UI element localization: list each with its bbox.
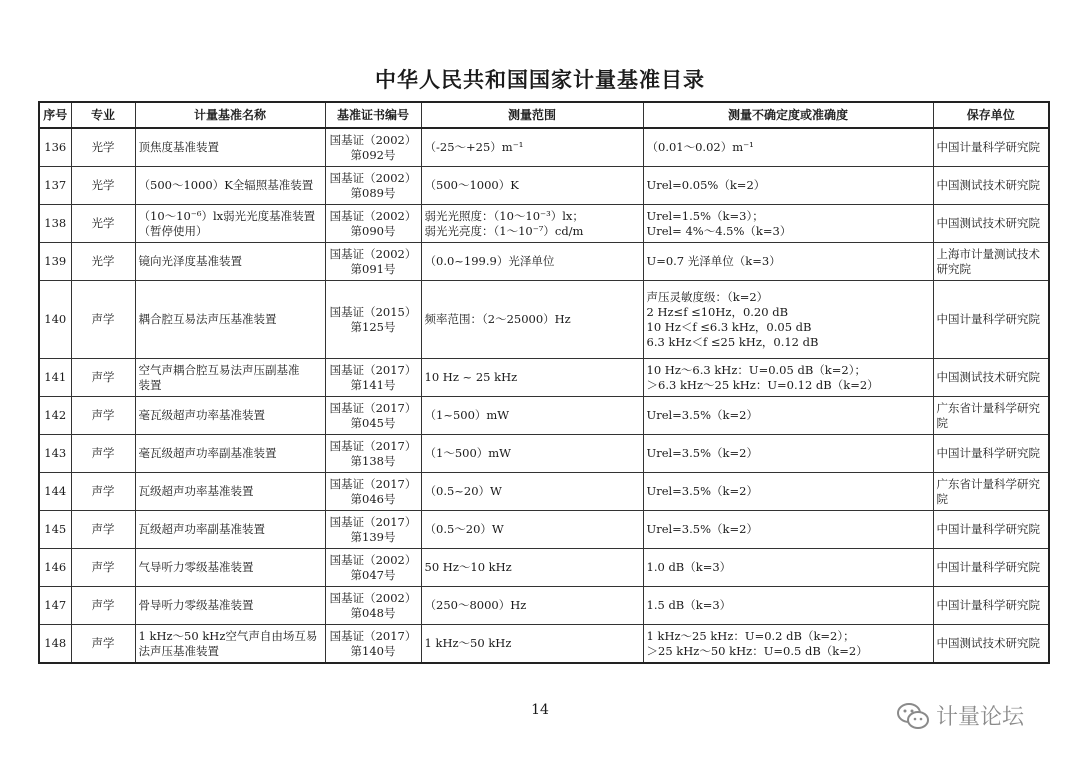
cell-organization-line: 中国计量科学研究院 bbox=[936, 560, 1040, 574]
table-row bbox=[39, 511, 1049, 549]
cell-organization-line: 院 bbox=[936, 491, 948, 506]
cell-cert bbox=[325, 205, 421, 243]
cell-name bbox=[135, 625, 325, 664]
cell-field: 声学 bbox=[71, 397, 135, 435]
cell-range-line: 1 kHz～50 kHz bbox=[424, 636, 512, 650]
cell-cert bbox=[325, 128, 421, 167]
table-row bbox=[39, 205, 1049, 243]
cell-name-line: 耦合腔互易法声压基准装置 bbox=[138, 312, 277, 326]
cell-organization-line: 广东省计量科学研究 bbox=[936, 400, 1040, 415]
cell-uncertainty bbox=[643, 511, 933, 549]
cell-name-line: 镜向光泽度基准装置 bbox=[138, 254, 242, 268]
page-title: 中华人民共和国国家计量基准目录 bbox=[375, 68, 705, 92]
cell-organization bbox=[933, 128, 1049, 167]
cell-no: 138 bbox=[39, 205, 71, 243]
table-row bbox=[39, 397, 1049, 435]
header-name: 计量基准名称 bbox=[135, 102, 325, 128]
cell-name-line: （500～1000）K全辐照基准装置 bbox=[138, 178, 314, 192]
cell-name-line: 毫瓦级超声功率副基准装置 bbox=[138, 446, 277, 460]
cell-uncertainty-line: 1 kHz～25 kHz：U=0.2 dB（k=2）； bbox=[646, 628, 855, 643]
cell-organization bbox=[933, 587, 1049, 625]
cell-name-line: 1 kHz～50 kHz空气声自由场互易 bbox=[138, 628, 318, 643]
cell-organization-line: 中国测试技术研究院 bbox=[936, 178, 1040, 192]
cell-field: 声学 bbox=[71, 473, 135, 511]
cell-cert-line: 国基证（2002） bbox=[329, 170, 417, 185]
cell-uncertainty-line: （0.01～0.02）m⁻¹ bbox=[646, 140, 754, 154]
cell-range bbox=[421, 243, 643, 281]
cell-uncertainty bbox=[643, 549, 933, 587]
cell-organization-line: 中国测试技术研究院 bbox=[936, 216, 1040, 230]
cell-uncertainty-line: 10 Hz～6.3 kHz：U=0.05 dB（k=2）； bbox=[646, 362, 866, 377]
cell-name-line: 装置 bbox=[138, 377, 162, 392]
cell-uncertainty-line: Urel=3.5%（k=2） bbox=[646, 522, 758, 536]
cell-uncertainty-line: Urel=1.5%（k=3）； bbox=[646, 208, 764, 223]
cell-name-line: 法声压基准装置 bbox=[138, 643, 219, 658]
cell-range bbox=[421, 205, 643, 243]
cell-name bbox=[135, 205, 325, 243]
cell-organization bbox=[933, 243, 1049, 281]
cell-uncertainty bbox=[643, 205, 933, 243]
table-row bbox=[39, 281, 1049, 359]
cell-cert-line: 第141号 bbox=[350, 377, 396, 392]
table-row bbox=[39, 587, 1049, 625]
cell-no: 147 bbox=[39, 587, 71, 625]
cell-cert-line: 国基证（2017） bbox=[329, 400, 417, 415]
cell-uncertainty-line: Urel=3.5%（k=2） bbox=[646, 446, 758, 460]
cell-organization-line: 中国计量科学研究院 bbox=[936, 522, 1040, 536]
cell-range-line: 50 Hz～10 kHz bbox=[424, 560, 512, 574]
cell-uncertainty bbox=[643, 167, 933, 205]
cell-cert bbox=[325, 435, 421, 473]
cell-cert-line: 第045号 bbox=[350, 415, 396, 430]
watermark bbox=[896, 700, 1024, 731]
cell-range bbox=[421, 281, 643, 359]
cell-organization-line: 广东省计量科学研究 bbox=[936, 476, 1040, 491]
cell-cert bbox=[325, 167, 421, 205]
table-row bbox=[39, 359, 1049, 397]
cell-organization bbox=[933, 435, 1049, 473]
cell-cert bbox=[325, 549, 421, 587]
header-field: 专业 bbox=[71, 102, 135, 128]
cell-name-line: 瓦级超声功率副基准装置 bbox=[138, 522, 265, 536]
cell-field: 光学 bbox=[71, 205, 135, 243]
header-organization: 保存单位 bbox=[933, 102, 1049, 128]
cell-no: 145 bbox=[39, 511, 71, 549]
cell-name-line: （暂停使用） bbox=[138, 223, 208, 238]
cell-cert-line: 第125号 bbox=[350, 319, 396, 334]
cell-cert-line: 国基证（2002） bbox=[329, 552, 417, 567]
cell-organization bbox=[933, 549, 1049, 587]
cell-no: 141 bbox=[39, 359, 71, 397]
cell-organization-line: 院 bbox=[936, 415, 948, 430]
cell-cert bbox=[325, 511, 421, 549]
page-number: 14 bbox=[531, 702, 549, 718]
cell-range-line: （250～8000）Hz bbox=[424, 598, 527, 612]
cell-uncertainty-line: 1.5 dB（k=3） bbox=[646, 598, 732, 612]
cell-organization bbox=[933, 397, 1049, 435]
cell-uncertainty bbox=[643, 281, 933, 359]
cell-uncertainty-line: ＞6.3 kHz～25 kHz：U=0.12 dB（k=2） bbox=[646, 377, 879, 392]
cell-range bbox=[421, 549, 643, 587]
cell-cert-line: 国基证（2002） bbox=[329, 132, 417, 147]
cell-name-line: （10～10⁻⁶）lx弱光光度基准装置 bbox=[138, 208, 316, 223]
cell-cert-line: 第140号 bbox=[350, 643, 396, 658]
cell-cert bbox=[325, 587, 421, 625]
cell-name-line: 骨导听力零级基准装置 bbox=[138, 598, 254, 612]
cell-cert-line: 第139号 bbox=[350, 529, 396, 544]
cell-uncertainty-line: ＞25 kHz～50 kHz：U=0.5 dB（k=2） bbox=[646, 643, 868, 658]
cell-organization bbox=[933, 167, 1049, 205]
cell-no: 137 bbox=[39, 167, 71, 205]
cell-uncertainty bbox=[643, 435, 933, 473]
cell-cert-line: 国基证（2002） bbox=[329, 246, 417, 261]
cell-cert-line: 国基证（2017） bbox=[329, 362, 417, 377]
cell-uncertainty-line: U=0.7 光泽单位（k=3） bbox=[646, 254, 781, 268]
table-row bbox=[39, 549, 1049, 587]
cell-organization bbox=[933, 625, 1049, 664]
cell-range-line: 弱光光亮度：（1～10⁻⁷）cd/m bbox=[424, 223, 584, 238]
cell-cert bbox=[325, 625, 421, 664]
cell-name-line: 瓦级超声功率基准装置 bbox=[138, 484, 254, 498]
cell-field: 声学 bbox=[71, 625, 135, 664]
header-no: 序号 bbox=[39, 102, 71, 128]
cell-name-line: 气导听力零级基准装置 bbox=[138, 560, 254, 574]
cell-field: 声学 bbox=[71, 549, 135, 587]
cell-cert-line: 第090号 bbox=[350, 223, 396, 238]
cell-organization-line: 中国计量科学研究院 bbox=[936, 140, 1040, 154]
cell-cert-line: 第046号 bbox=[350, 491, 396, 506]
cell-organization-line: 中国测试技术研究院 bbox=[936, 370, 1040, 384]
cell-organization bbox=[933, 281, 1049, 359]
cell-name-line: 空气声耦合腔互易法声压副基准 bbox=[138, 362, 300, 377]
table-row bbox=[39, 625, 1049, 664]
cell-no: 140 bbox=[39, 281, 71, 359]
cell-name-line: 顶焦度基准装置 bbox=[138, 140, 219, 154]
cell-no: 142 bbox=[39, 397, 71, 435]
cell-name-line: 毫瓦级超声功率基准装置 bbox=[138, 408, 265, 422]
cell-range-line: 频率范围：（2～25000）Hz bbox=[424, 312, 571, 326]
cell-cert-line: 第048号 bbox=[350, 605, 396, 620]
cell-name bbox=[135, 511, 325, 549]
cell-range-line: （1～500）mW bbox=[424, 446, 511, 460]
cell-organization-line: 中国计量科学研究院 bbox=[936, 312, 1040, 326]
cell-name bbox=[135, 587, 325, 625]
table-header-row bbox=[39, 102, 1049, 128]
cell-uncertainty-line: Urel=3.5%（k=2） bbox=[646, 484, 758, 498]
watermark-text: 计量论坛 bbox=[936, 705, 1025, 730]
cell-organization bbox=[933, 359, 1049, 397]
cell-uncertainty bbox=[643, 359, 933, 397]
cell-uncertainty bbox=[643, 397, 933, 435]
cell-cert bbox=[325, 397, 421, 435]
cell-cert bbox=[325, 243, 421, 281]
cell-uncertainty bbox=[643, 587, 933, 625]
cell-field: 光学 bbox=[71, 128, 135, 167]
cell-uncertainty-line: 6.3 kHz＜f ≤25 kHz，0.12 dB bbox=[646, 334, 819, 349]
cell-range bbox=[421, 128, 643, 167]
cell-uncertainty bbox=[643, 128, 933, 167]
cell-range bbox=[421, 435, 643, 473]
cell-organization bbox=[933, 473, 1049, 511]
cell-cert-line: 第047号 bbox=[350, 567, 396, 582]
cell-no: 143 bbox=[39, 435, 71, 473]
cell-field: 光学 bbox=[71, 167, 135, 205]
cell-range bbox=[421, 397, 643, 435]
cell-cert-line: 第092号 bbox=[350, 147, 396, 162]
cell-cert-line: 第091号 bbox=[350, 261, 396, 276]
cell-uncertainty bbox=[643, 473, 933, 511]
cell-organization-line: 中国计量科学研究院 bbox=[936, 446, 1040, 460]
header-uncertainty: 测量不确定度或准确度 bbox=[643, 102, 933, 128]
cell-range-line: （0.5~20）W bbox=[424, 484, 502, 498]
cell-uncertainty bbox=[643, 243, 933, 281]
cell-name bbox=[135, 243, 325, 281]
cell-name bbox=[135, 549, 325, 587]
cell-uncertainty-line: 10 Hz＜f ≤6.3 kHz，0.05 dB bbox=[646, 319, 812, 334]
cell-cert bbox=[325, 281, 421, 359]
cell-organization-line: 研究院 bbox=[936, 261, 971, 276]
cell-organization-line: 中国测试技术研究院 bbox=[936, 636, 1040, 650]
table-row bbox=[39, 167, 1049, 205]
cell-range-line: 弱光光照度：（10～10⁻³）lx； bbox=[424, 208, 584, 223]
cell-uncertainty bbox=[643, 625, 933, 664]
cell-range-line: （0.0~199.9）光泽单位 bbox=[424, 254, 555, 268]
header-range: 测量范围 bbox=[421, 102, 643, 128]
cell-cert-line: 国基证（2017） bbox=[329, 476, 417, 491]
cell-name bbox=[135, 359, 325, 397]
cell-name bbox=[135, 397, 325, 435]
cell-uncertainty-line: 2 Hz≤f ≤10Hz，0.20 dB bbox=[646, 304, 789, 319]
cell-field: 声学 bbox=[71, 587, 135, 625]
cell-range bbox=[421, 511, 643, 549]
cell-range-line: （-25～+25）m⁻¹ bbox=[424, 140, 524, 154]
cell-range bbox=[421, 359, 643, 397]
cell-range-line: 10 Hz ~ 25 kHz bbox=[424, 370, 518, 384]
benchmark-table bbox=[38, 101, 1050, 664]
cell-range-line: （1~500）mW bbox=[424, 408, 510, 422]
cell-uncertainty-line: 1.0 dB（k=3） bbox=[646, 560, 732, 574]
cell-cert bbox=[325, 359, 421, 397]
cell-organization bbox=[933, 205, 1049, 243]
cell-cert-line: 国基证（2017） bbox=[329, 514, 417, 529]
cell-field: 声学 bbox=[71, 359, 135, 397]
cell-organization-line: 上海市计量测试技术 bbox=[936, 246, 1040, 261]
cell-name bbox=[135, 435, 325, 473]
cell-organization-line: 中国计量科学研究院 bbox=[936, 598, 1040, 612]
cell-field: 声学 bbox=[71, 511, 135, 549]
wechat-icon bbox=[896, 701, 930, 731]
cell-cert-line: 第089号 bbox=[350, 185, 396, 200]
cell-uncertainty-line: 声压灵敏度级：（k=2） bbox=[646, 289, 769, 304]
cell-no: 139 bbox=[39, 243, 71, 281]
cell-cert-line: 国基证（2017） bbox=[329, 628, 417, 643]
cell-field: 声学 bbox=[71, 281, 135, 359]
cell-range-line: （500～1000）K bbox=[424, 178, 519, 192]
cell-range bbox=[421, 625, 643, 664]
cell-range bbox=[421, 167, 643, 205]
cell-field: 声学 bbox=[71, 435, 135, 473]
cell-cert bbox=[325, 473, 421, 511]
table-row bbox=[39, 473, 1049, 511]
cell-cert-line: 国基证（2002） bbox=[329, 208, 417, 223]
cell-no: 146 bbox=[39, 549, 71, 587]
cell-uncertainty-line: Urel=3.5%（k=2） bbox=[646, 408, 758, 422]
cell-no: 148 bbox=[39, 625, 71, 664]
cell-range bbox=[421, 473, 643, 511]
cell-name bbox=[135, 281, 325, 359]
cell-uncertainty-line: Urel=0.05%（k=2） bbox=[646, 178, 766, 192]
cell-name bbox=[135, 167, 325, 205]
cell-name bbox=[135, 128, 325, 167]
cell-range-line: （0.5～20）W bbox=[424, 522, 504, 536]
cell-name bbox=[135, 473, 325, 511]
cell-organization bbox=[933, 511, 1049, 549]
cell-uncertainty-line: Urel= 4%～4.5%（k=3） bbox=[646, 223, 792, 238]
cell-range bbox=[421, 587, 643, 625]
cell-cert-line: 国基证（2002） bbox=[329, 590, 417, 605]
cell-cert-line: 第138号 bbox=[350, 453, 396, 468]
cell-no: 144 bbox=[39, 473, 71, 511]
header-cert: 基准证书编号 bbox=[325, 102, 421, 128]
cell-cert-line: 国基证（2015） bbox=[329, 304, 417, 319]
cell-cert-line: 国基证（2017） bbox=[329, 438, 417, 453]
cell-no: 136 bbox=[39, 128, 71, 167]
cell-field: 光学 bbox=[71, 243, 135, 281]
table-row bbox=[39, 128, 1049, 167]
table-row bbox=[39, 435, 1049, 473]
table-row bbox=[39, 243, 1049, 281]
